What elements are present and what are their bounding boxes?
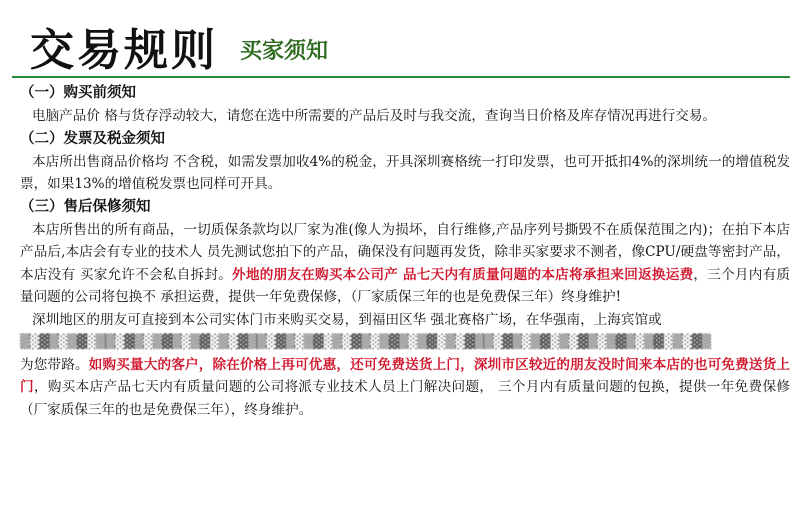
delivery-text-tail: ，购买本店产品七天内有质量问题的公司将派专业技术人员上门解决问题， 三个月内有质量问题的包换，提供一年免费保修（厂家质保三年的也是免费保三年），终身维护。: [20, 379, 790, 418]
section-text-invoice-tax: 本店所出售商品价格均 不含税，如需发票加收4%的税金，开具深圳赛格统一打印发票，也可开抵扣4%的深圳统一的增值税发票，如果13%的增值税发票也同样可开具。: [20, 153, 790, 192]
page-title: 交易规则: [30, 25, 218, 76]
section-text-after-sales-3: [12, 354, 790, 422]
delivery-highlight: 如购买量大的客户，除在价格上再可优惠，还可免费送货上门，深圳市区较近的朋友没时间来本店的也可免费送货上门: [20, 356, 790, 395]
section-title-before-purchase: （一）购买前须知: [20, 85, 136, 101]
section-title-after-sales: （三）售后保修须知: [20, 198, 151, 215]
guide-text: 为您带路。: [20, 356, 89, 373]
section-title-invoice-tax: （二）发票及税金须知: [20, 130, 165, 147]
after-sales-text-tail: ，三个月内有质量问题的公司将包换不 承担运费，提供一年免费保修，（厂家质保三年的也是免费保三年）终身维护!: [20, 266, 791, 305]
page-header: [0, 0, 800, 82]
section-text-before-purchase: 电脑产品价 格与货存浮动较大，请您在选中所需要的产品后及时与我交流，查询当日价格及库存情况再进行交易。: [32, 108, 717, 124]
header-divider: [12, 76, 790, 78]
after-sales-highlight: 外地的朋友在购买本公司产 品七天内有质量问题的本店将承担来回返换运费: [232, 266, 694, 283]
section-text-after-sales-1: [12, 219, 790, 309]
shenzhen-visit-text: 深圳地区的朋友可直接到本公司实体门市来购买交易，到福田区华 强北赛格广场，在华强南，上海宾馆或: [32, 311, 662, 328]
rules-content: [12, 82, 790, 421]
section-text-after-sales-2: [12, 309, 790, 332]
page-subtitle: 买家须知: [240, 39, 329, 64]
after-sales-text: 本店所售出的所有商品，一切质保条款均以厂家为准(像人为损坏，自行维修,产品序列号撕毁不在质保范围之内)；在拍下本店产品后,本店会有专业的技术人 员先测试您拍下的产品，确保没有问题再发货，除非买家要求不测者，像CPU/硬盘等密封产品，本店没有 买家允许不会私自拆封。: [20, 221, 790, 283]
garbled-text-line: ▒░▓▒░▒▓░▒▒░▓▒░▒▓▒░▒▓░▒░▓▒▒░▓▒░▒▓░▒░▓▒░▒▓▒░▒▓░▒░▓▒▒░▓▒░▒▓░▒░▓▒░▒▓▒░▒▓░▒░▓▒: [20, 334, 711, 350]
